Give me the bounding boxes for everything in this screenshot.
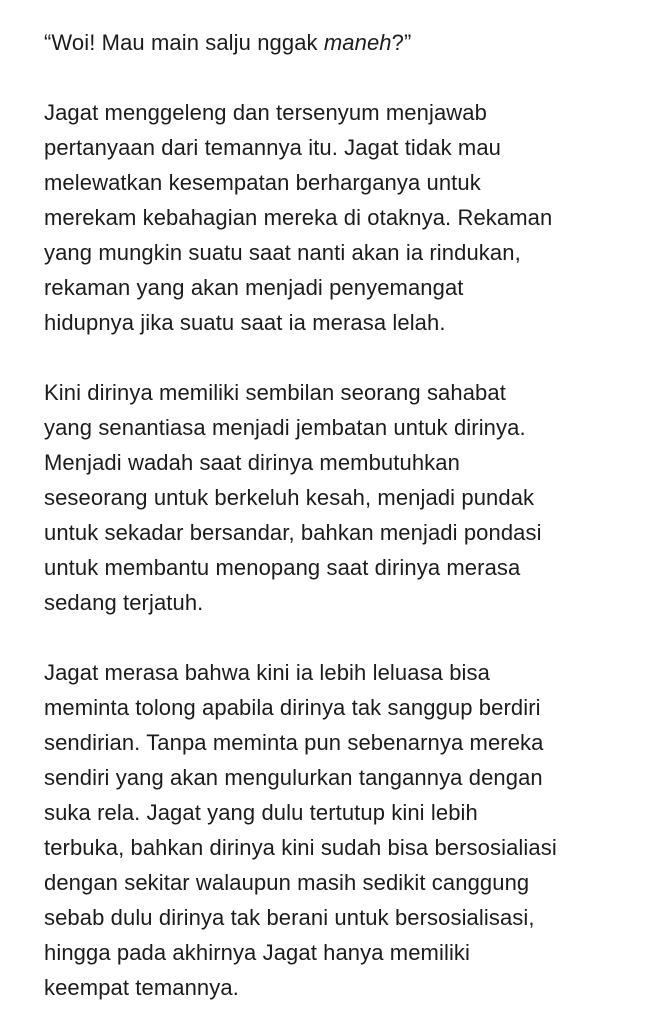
text-line: dengan sekitar walaupun masih sedikit canggung	[44, 870, 530, 895]
text-line: Menjadi wadah saat dirinya membutuhkan	[44, 450, 460, 475]
text-line: Kini dirinya memiliki sembilan seorang sahabat	[44, 380, 506, 405]
text-line: sedang terjatuh.	[44, 590, 204, 615]
text-line: pertanyaan dari temannya itu. Jagat tidak mau	[44, 135, 501, 160]
opening-dialogue	[44, 25, 644, 60]
text-line: meminta tolong apabila dirinya tak sanggup berdiri	[44, 695, 541, 720]
text-line: hingga pada akhirnya Jagat hanya memiliki	[44, 940, 471, 965]
text-line: hidupnya jika suatu saat ia merasa lelah.	[44, 310, 446, 335]
dialogue-text-end: ?”	[391, 30, 412, 55]
text-line: yang mungkin suatu saat nanti akan ia rindukan,	[44, 240, 521, 265]
text-line: yang senantiasa menjadi jembatan untuk dirinya.	[44, 415, 526, 440]
text-line: untuk sekadar bersandar, bahkan menjadi pondasi	[44, 520, 542, 545]
paragraph-gap	[44, 340, 644, 375]
paragraph-gap	[44, 60, 644, 95]
paragraph-3	[44, 655, 644, 1005]
text-line: merekam kebahagian mereka di otaknya. Rekaman	[44, 205, 553, 230]
dialogue-text: “Woi! Mau main salju nggak	[44, 30, 324, 55]
text-line: terbuka, bahkan dirinya kini sudah bisa bersosialiasi	[44, 835, 557, 860]
text-line: keempat temannya.	[44, 975, 239, 1000]
paragraph-gap	[44, 620, 644, 655]
paragraph-1	[44, 95, 644, 340]
text-line: seseorang untuk berkeluh kesah, menjadi pundak	[44, 485, 535, 510]
dialogue-italic-word: maneh	[323, 30, 392, 55]
text-line: sebab dulu dirinya tak berani untuk bersosialisasi,	[44, 905, 535, 930]
text-line: Jagat menggeleng dan tersenyum menjawab	[44, 100, 487, 125]
text-line: suka rela. Jagat yang dulu tertutup kini lebih	[44, 800, 478, 825]
document-body	[44, 25, 644, 1005]
text-line: rekaman yang akan menjadi penyemangat	[44, 275, 464, 300]
text-line: melewatkan kesempatan berharganya untuk	[44, 170, 481, 195]
text-line: Jagat merasa bahwa kini ia lebih leluasa bisa	[44, 660, 490, 685]
text-line: sendiri yang akan mengulurkan tangannya dengan	[44, 765, 543, 790]
text-line: untuk membantu menopang saat dirinya merasa	[44, 555, 521, 580]
paragraph-2	[44, 375, 644, 620]
text-line: sendirian. Tanpa meminta pun sebenarnya mereka	[44, 730, 544, 755]
